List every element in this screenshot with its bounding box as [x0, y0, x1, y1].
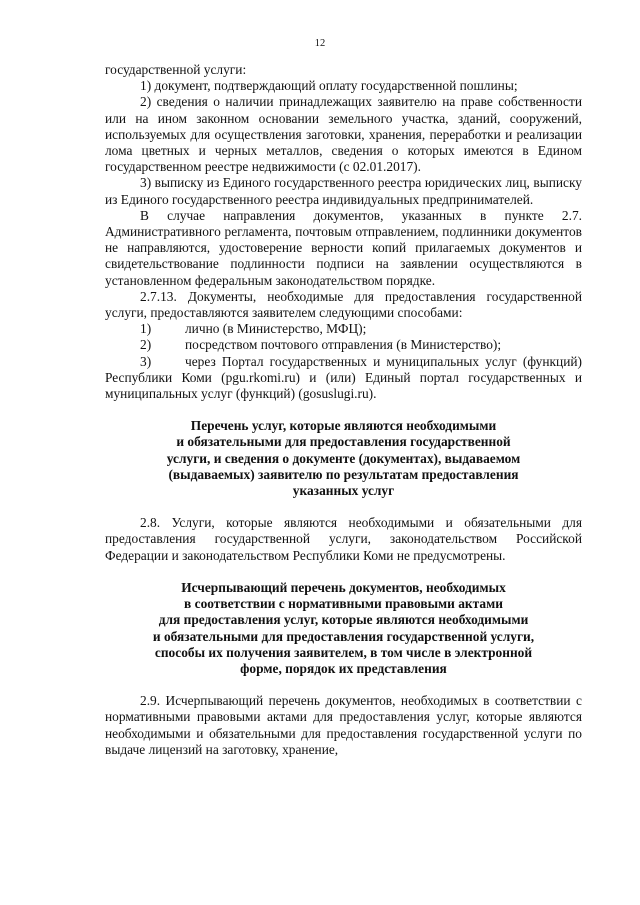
- heading-line: способы их получения заявителем, в том числе в электронной: [154, 644, 533, 660]
- paragraph-2-7-13: 2.7.13. Документы, необходимые для предоставления государственной услуги, предоставляются заявителем следующими способами:: [105, 288, 582, 321]
- heading-line: для предоставления услуг, которые являются необходимыми: [158, 612, 529, 628]
- document-body: [105, 62, 582, 758]
- list-item: [105, 337, 582, 353]
- heading-line: (выдаваемых) заявителю по результатам предоставления: [168, 466, 519, 482]
- list-item-number: 1): [140, 321, 152, 337]
- section-heading-documents: [105, 580, 582, 677]
- list-item-text: лично (в Министерство, МФЦ);: [185, 321, 367, 337]
- paragraph-item-1: 1) документ, подтверждающий оплату государственной пошлины;: [140, 78, 518, 94]
- list-item: [105, 321, 582, 337]
- list-item: [105, 354, 582, 403]
- heading-line: и обязательными для предоставления государственной: [176, 434, 511, 450]
- paragraph-2-8: 2.8. Услуги, которые являются необходимыми и обязательными для предоставления государственной услуги, законодательством Российской Федерации и законодательством Республики Коми не предусмотрены.: [105, 515, 582, 563]
- paragraph-item-2: 2) сведения о наличии принадлежащих заявителю на праве собственности или на ином законном основании земельного участка, зданий, сооружений, используемых для осуществления заготовки, хранения, переработки и реализации лома цветных и черных металлов, сведения о которых имеются в Едином государственном реестре недвижимости (с 02.01.2017).: [105, 94, 582, 175]
- paragraph-continuation: государственной услуги:: [105, 62, 247, 77]
- list-item-text: через Портал государственных и муниципальных услуг (функций) Республики Коми (pgu.rkomi.ru) и (или) Единый портал государственных и муниципальных услуг (функций) (gosuslugi.ru).: [105, 353, 582, 402]
- list-item-number: 3): [140, 353, 152, 369]
- list-item-text: посредством почтового отправления (в Министерство);: [185, 337, 502, 353]
- paragraph-item-3: 3) выписку из Единого государственного реестра юридических лиц, выписку из Единого государственного реестра индивидуальных предпринимателей.: [105, 175, 582, 207]
- page-number: 12: [314, 38, 326, 49]
- paragraph-2-9: 2.9. Исчерпывающий перечень документов, необходимых в соответствии с нормативными правовыми актами для предоставления услуг, которые являются необходимыми и обязательными для предоставления государственной услуги по выдаче лицензий на заготовку, хранение,: [105, 693, 582, 757]
- section-heading-services: [105, 418, 582, 499]
- heading-line: указанных услуг: [292, 483, 395, 499]
- paragraph-mail-note: В случае направления документов, указанных в пункте 2.7. Административного регламента, почтовым отправлением, подлинники документов не направляются, удостоверение верности копий прилагаемых документов и свидетельствование подлинности подписи на заявлении осуществляются в установленном федеральным законодательством порядке.: [105, 207, 582, 288]
- heading-line: и обязательными для предоставления государственной услуги,: [152, 628, 535, 644]
- heading-line: в соответствии с нормативными правовыми актами: [184, 596, 503, 612]
- heading-line: услуги, и сведения о документе (документах), выдаваемом: [166, 450, 521, 466]
- heading-line: Перечень услуг, которые являются необходимыми: [190, 418, 497, 434]
- heading-line: Исчерпывающий перечень документов, необходимых: [181, 579, 506, 595]
- list-item-number: 2): [140, 337, 152, 353]
- heading-line: форме, порядок их представления: [240, 660, 447, 676]
